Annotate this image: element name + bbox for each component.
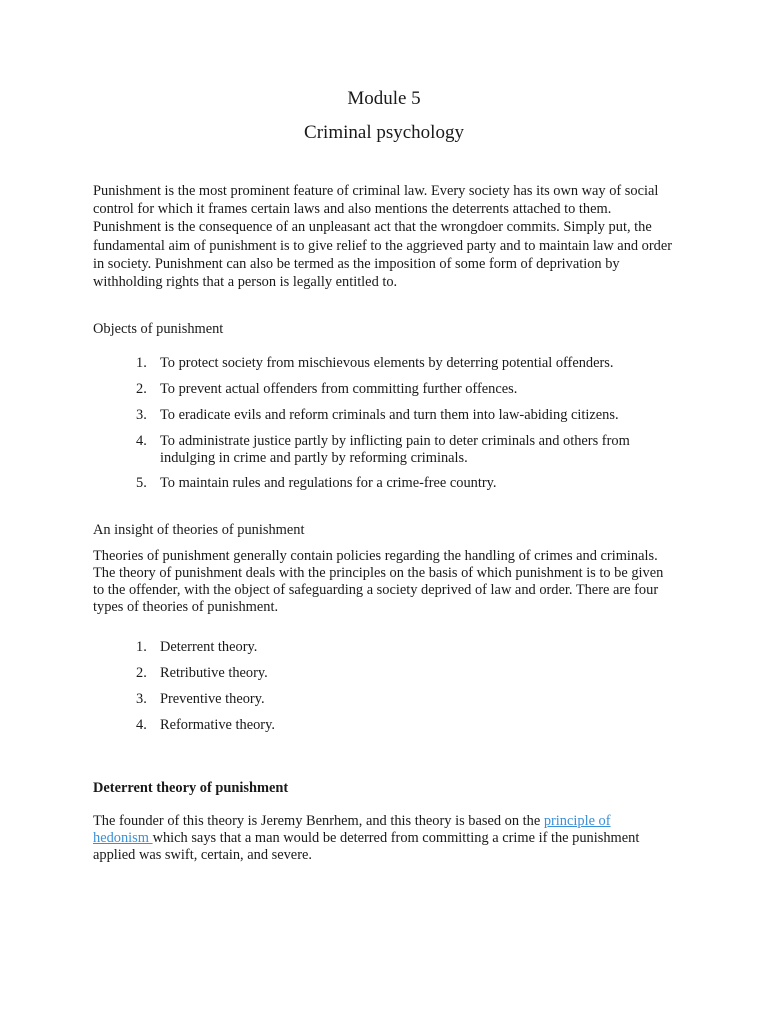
deterrent-text-end: which says that a man would be deterred from committing a crime if the punishment applied was swift, certain, and severe. bbox=[93, 830, 640, 863]
list-number: 1. bbox=[136, 639, 147, 655]
list-text: Deterrent theory. bbox=[160, 639, 258, 655]
objects-heading: Objects of punishment bbox=[93, 321, 224, 337]
intro-paragraph: Punishment is the most prominent feature of criminal law. Every society has its own way of social control for which it frames certain laws and also mentions the deterrents attached to them. Punishment is the consequence of an unpleasant act that the wrongdoer commits. Simply put, the fundamental aim of punishment is to give relief to the aggrieved party and to maintain law and order in society. Punishment can also be termed as the imposition of some form of deprivation by withholding rights that a person is legally entitled to. bbox=[93, 183, 673, 291]
deterrent-text-start: The founder of this theory is Jeremy Benrhem, and this theory is based on the bbox=[93, 813, 544, 829]
list-text: Preventive theory. bbox=[160, 691, 265, 707]
list-text: To prevent actual offenders from committing further offences. bbox=[160, 381, 518, 397]
hedonism-link[interactable]: principle of hedonism bbox=[93, 813, 611, 846]
list-number: 5. bbox=[136, 475, 147, 491]
list-text: Reformative theory. bbox=[160, 717, 275, 733]
deterrent-heading: Deterrent theory of punishment bbox=[93, 780, 289, 796]
list-number: 1. bbox=[136, 355, 147, 371]
deterrent-paragraph bbox=[93, 813, 663, 864]
list-text: To maintain rules and regulations for a crime-free country. bbox=[160, 475, 497, 491]
list-number: 4. bbox=[136, 433, 147, 449]
list-number: 2. bbox=[136, 381, 147, 397]
list-number: 4. bbox=[136, 717, 147, 733]
theories-paragraph: Theories of punishment generally contain policies regarding the handling of crimes and criminals. The theory of punishment deals with the principles on the basis of which punishment is to be given to the offender, with the object of safeguarding a society deprived of law and order. There are four types of theories of punishment. bbox=[93, 548, 664, 615]
list-text: Retributive theory. bbox=[160, 665, 268, 681]
list-number: 3. bbox=[136, 691, 147, 707]
list-number: 3. bbox=[136, 407, 147, 423]
list-text: To administrate justice partly by inflicting pain to deter criminals and others from indulging in crime and partly by reforming criminals. bbox=[160, 433, 630, 466]
list-text: To protect society from mischievous elements by deterring potential offenders. bbox=[160, 355, 614, 371]
list-number: 2. bbox=[136, 665, 147, 681]
document-title: Criminal psychology bbox=[304, 122, 464, 143]
theories-heading: An insight of theories of punishment bbox=[93, 522, 305, 538]
module-title: Module 5 bbox=[347, 88, 421, 109]
list-text: To eradicate evils and reform criminals and turn them into law-abiding citizens. bbox=[160, 407, 619, 423]
